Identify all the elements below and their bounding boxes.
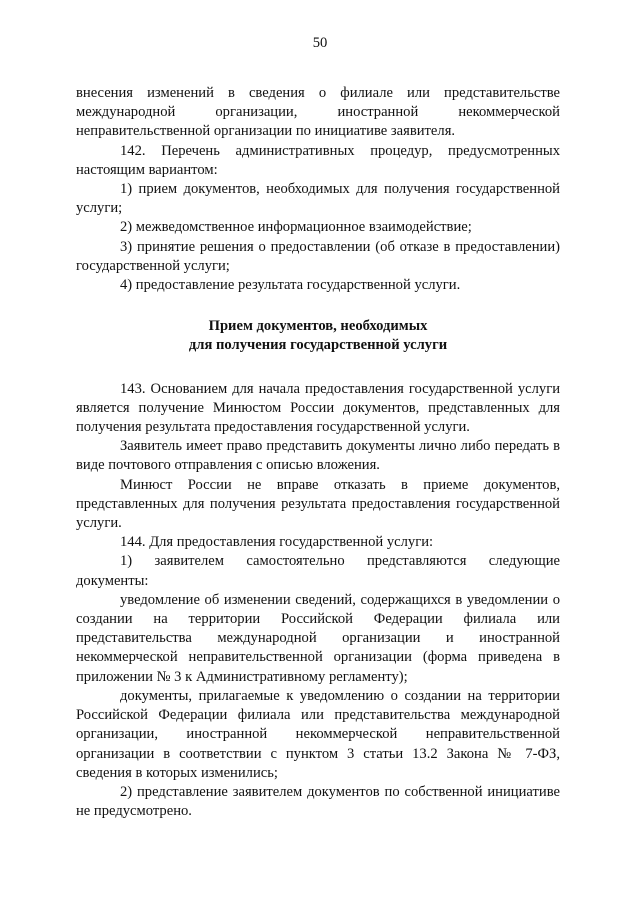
- section-heading-line-2: для получения государственной услуги: [188, 337, 448, 354]
- paragraph: Минюст России не вправе отказать в приеме документов, представленных для получения результата предоставления государственной услуги.: [76, 476, 560, 532]
- paragraph: документы, прилагаемые к уведомлению о создании на территории Российской Федерации филиала или представительства международной организации, иностранной некоммерческой неправительственной организации в соответствии с пунктом 3 статьи 13.2 Закона № 7-ФЗ, сведения в которых изменились;: [76, 687, 560, 781]
- section-heading: [76, 317, 560, 355]
- list-item: 3) принятие решения о предоставлении (об отказе в предоставлении) государственной услуги;: [76, 238, 560, 274]
- document-body: [76, 84, 560, 821]
- list-item: 1) прием документов, необходимых для получения государственной услуги;: [76, 181, 560, 217]
- list-item: 2) представление заявителем документов по собственной инициативе не предусмотрено.: [76, 783, 560, 820]
- paragraph: 143. Основанием для начала предоставления государственной услуги является получение Минюстом России документов, представленных для получения результата предоставления государственной услуги.: [76, 380, 560, 436]
- list-item: 4) предоставление результата государственной услуги.: [120, 277, 461, 294]
- section-heading-line-1: Прием документов, необходимых: [208, 318, 428, 335]
- paragraph: 142. Перечень административных процедур, предусмотренных настоящим вариантом:: [76, 142, 560, 178]
- paragraph: 144. Для предоставления государственной услуги:: [120, 534, 434, 551]
- paragraph: Заявитель имеет право представить документы лично либо передать в виде почтового отправления с описью вложения.: [76, 438, 560, 474]
- list-item: 1) заявителем самостоятельно представляются следующие документы:: [76, 553, 560, 589]
- paragraph: уведомление об изменении сведений, содержащихся в уведомлении о создании на территории Российской Федерации филиала или представительства международной организации и иностранной некоммерческой неправительственной организации (форма приведена в приложении № 3 к Административному регламенту);: [76, 591, 560, 685]
- page-number: 50: [312, 35, 328, 51]
- paragraph: внесения изменений в сведения о филиале или представительстве международной организации, иностранной некоммерческой неправительственной организации по инициативе заявителя.: [76, 85, 560, 140]
- list-item: 2) межведомственное информационное взаимодействие;: [120, 219, 472, 236]
